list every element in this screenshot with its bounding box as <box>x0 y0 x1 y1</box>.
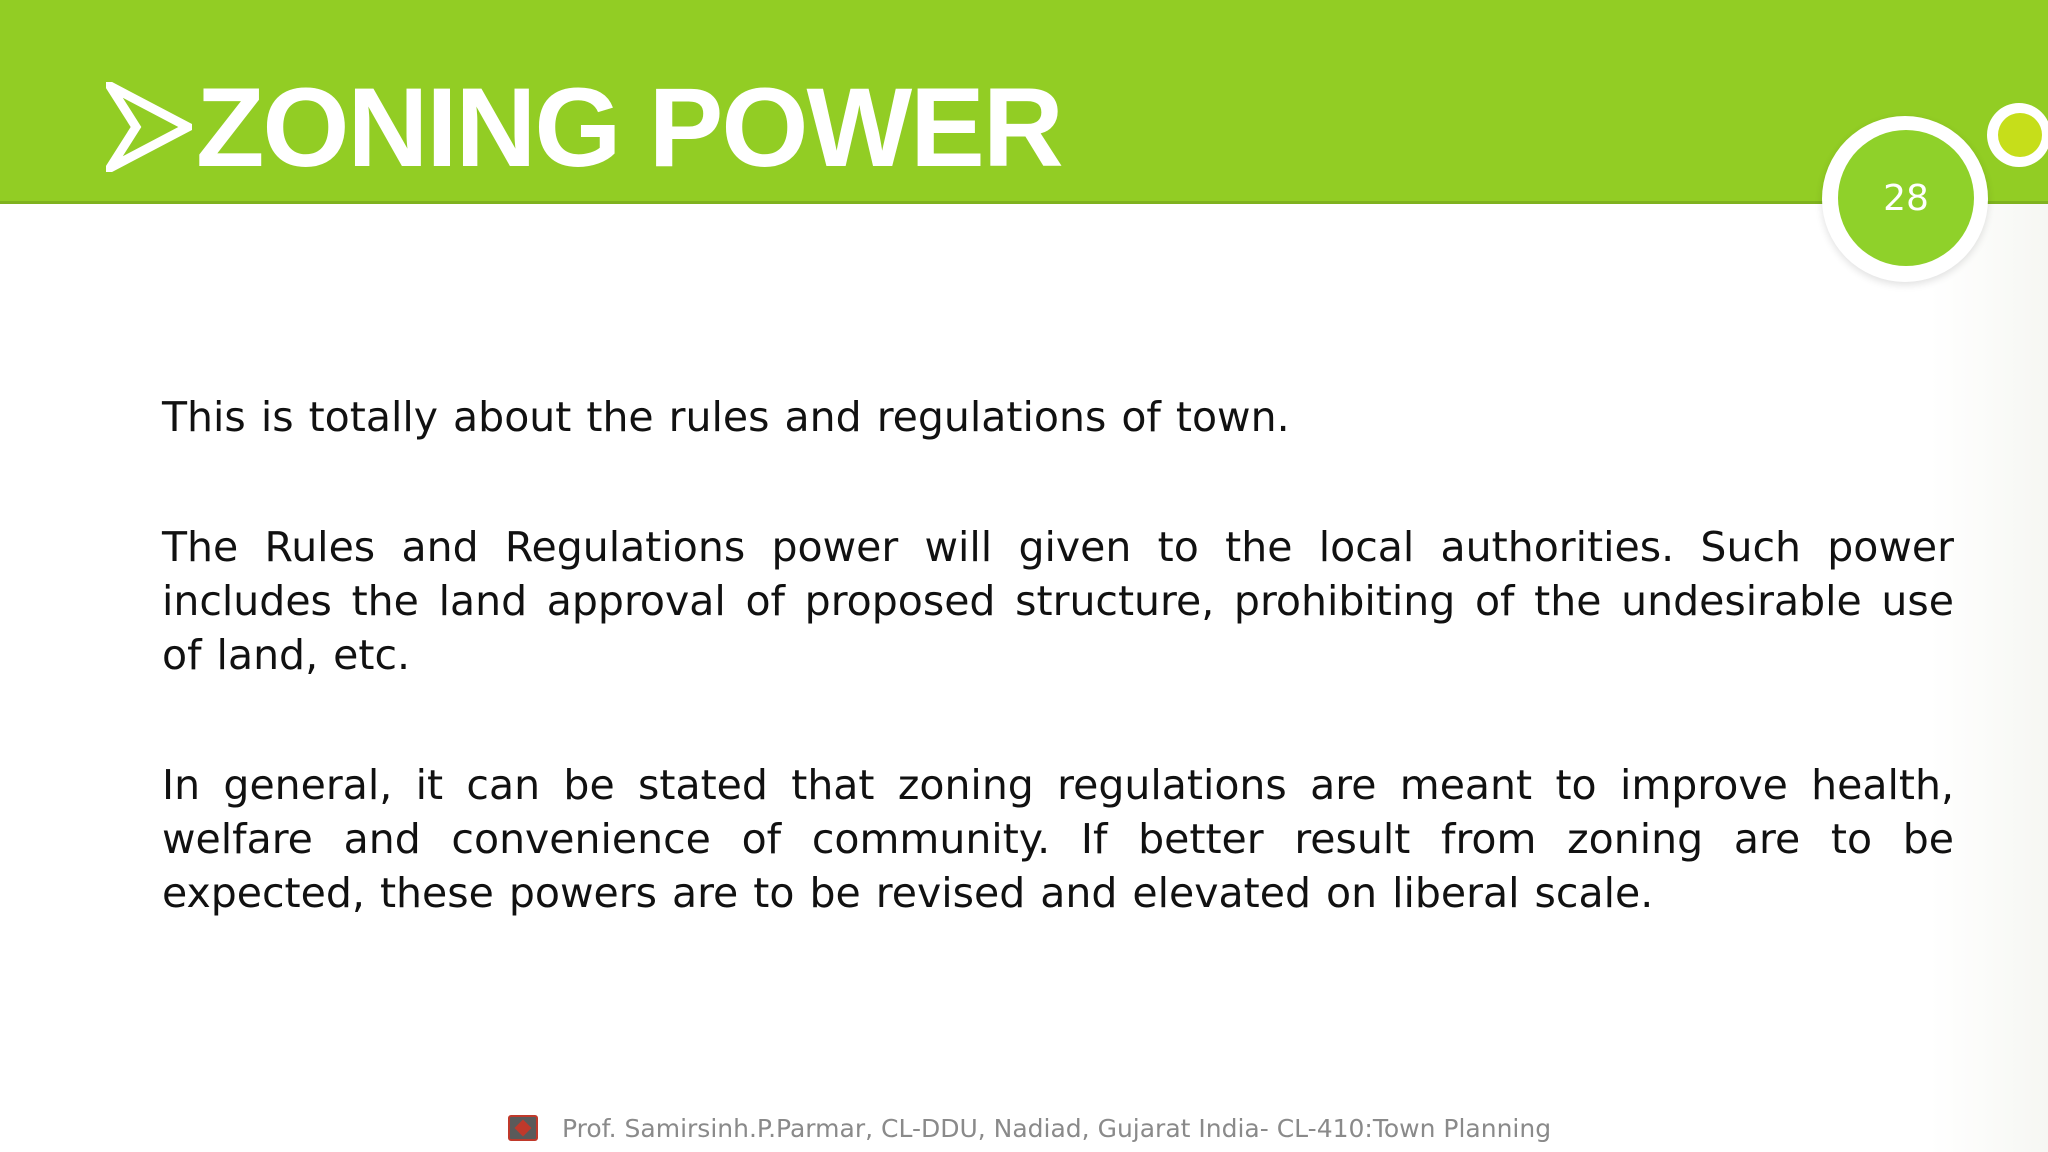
slide-title-text: ZONING POWER <box>196 64 1062 190</box>
paragraph-2: The Rules and Regulations power will given to the local authorities. Such power includes the land approval of proposed structure, prohibiting of the undesirable use of land, etc. <box>162 523 1954 679</box>
slide-title <box>106 62 1062 192</box>
arrow-outline-icon <box>106 82 192 172</box>
page-number: 28 <box>1883 177 1929 219</box>
footer <box>508 1110 1551 1146</box>
institute-logo-icon <box>508 1115 538 1141</box>
paragraph-1: This is totally about the rules and regulations of town. <box>162 393 1290 441</box>
slide-body <box>162 390 1954 996</box>
paragraph-3: In general, it can be stated that zoning regulations are meant to improve health, welfare and convenience of community. If better result from zoning are to be expected, these powers are to be revised and elevated on liberal scale. <box>162 761 1954 917</box>
footer-text: Prof. Samirsinh.P.Parmar, CL-DDU, Nadiad, Gujarat India- CL-410:Town Planning <box>562 1113 1552 1143</box>
page-number-badge <box>1838 130 1974 266</box>
decorative-dot <box>1998 113 2042 157</box>
